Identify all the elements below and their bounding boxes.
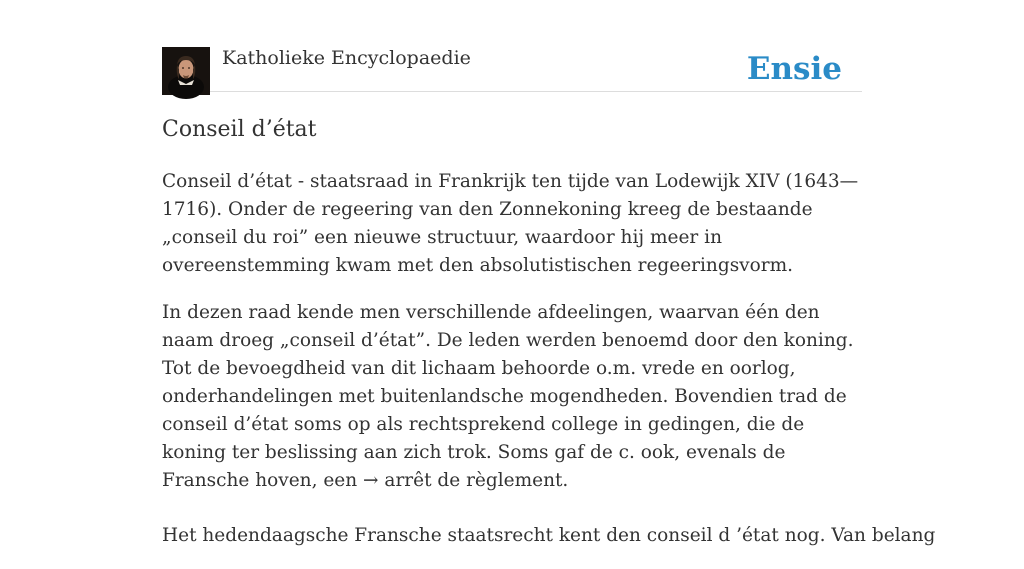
- source-title[interactable]: Katholieke Encyclopaedie: [222, 47, 471, 69]
- portrait-avatar-icon: [162, 47, 210, 95]
- article-title: Conseil d’état: [162, 117, 317, 142]
- paragraph-1: Conseil d’état - staatsraad in Frankrijk ten tijde van Lodewijk XIV (1643—1716). Onder de regeering van den Zonnekoning kreeg de bestaande „conseil du roi” een nieuwe structuur, waardoor hij meer in overeenstemming kwam met den absolutistischen regeeringsvorm.: [162, 171, 859, 276]
- brand-logo[interactable]: Ensie: [746, 51, 842, 87]
- article-body: [162, 168, 936, 569]
- paragraph-3: Het hedendaagsche Fransche staatsrecht kent den conseil d ’état nog. Van belang: [162, 525, 936, 546]
- paragraph-2: In dezen raad kende men verschillende afdeelingen, waarvan één den naam droeg „conseil d’état”. De leden werden benoemd door den koning. Tot de bevoegdheid van dit lichaam behoorde o.m. vrede en oorlog, onderhandelingen met buitenlandsche mogendheden. Bovendien trad de conseil d’état soms op als rechtsprekend college in gedingen, die de koning ter beslissing aan zich trok. Soms gaf de c. ook, evenals de Fransche hoven, een → arrêt de règlement.: [162, 302, 854, 491]
- header: [162, 0, 862, 92]
- page-container: [162, 0, 936, 546]
- avatar[interactable]: [162, 47, 210, 95]
